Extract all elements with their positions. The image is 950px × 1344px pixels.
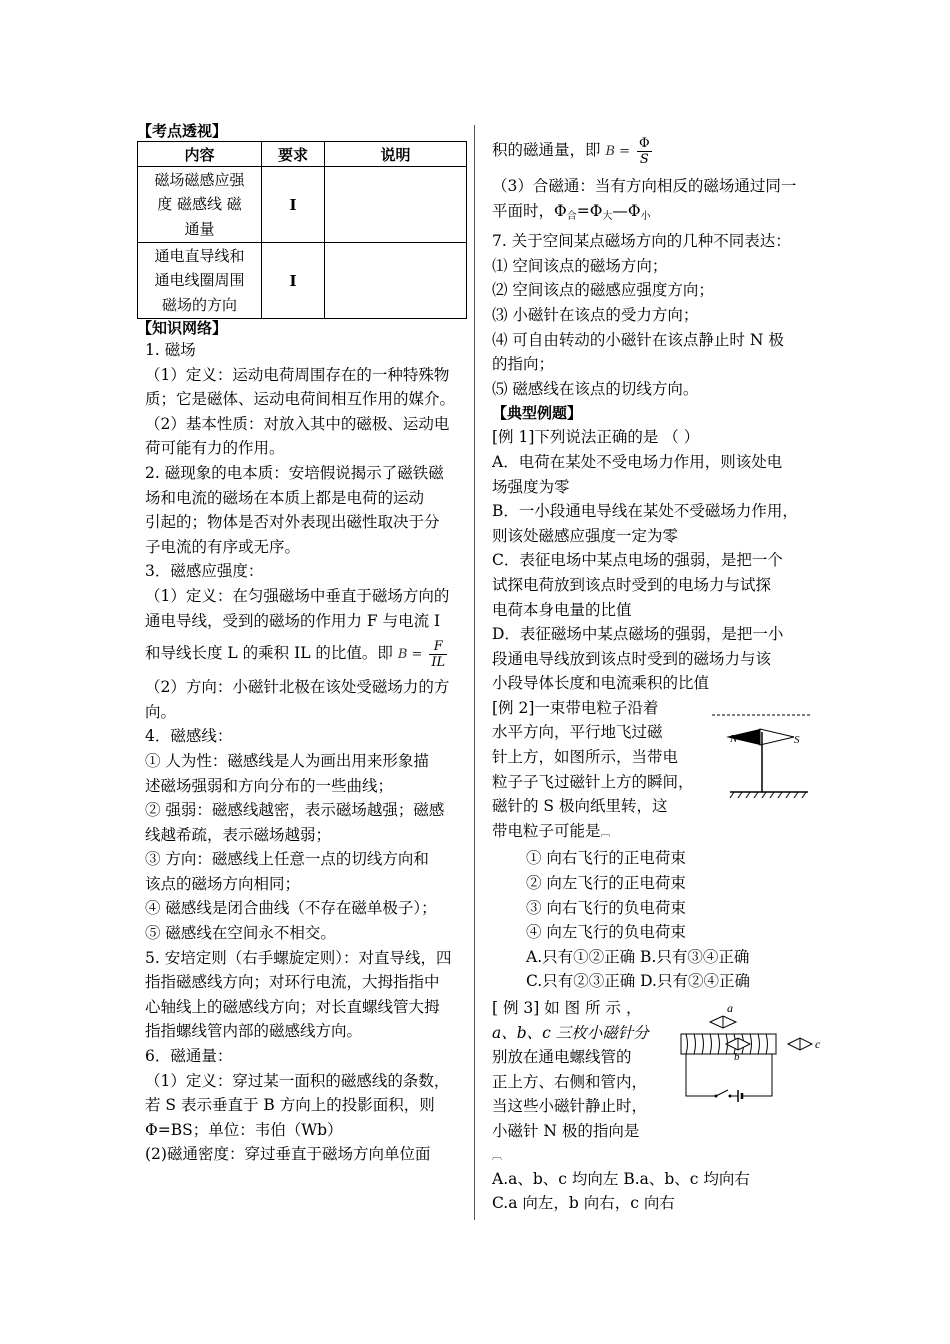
text-line: ① 人为性：磁感线是人为画出用来形象描 — [145, 751, 429, 770]
text-line: 该点的磁场方向相同； — [145, 874, 301, 893]
label-s: S — [794, 734, 800, 746]
solenoid-figure — [676, 1000, 826, 1112]
label-n: N — [730, 733, 738, 745]
text-line: ④ 磁感线是闭合曲线（不存在磁单极子）； — [145, 899, 437, 918]
text-line: 指指磁感线方向；对环行电流，大拇指指中 — [145, 973, 440, 992]
label-c: c — [815, 1037, 821, 1051]
flux-formula-line — [492, 128, 817, 174]
text-line: 1. 磁场 — [145, 341, 196, 359]
text-line: (2)磁通密度：穿过垂直于磁场方向单位面 — [145, 1145, 431, 1164]
text-line: 粒子子飞过磁针上方的瞬间， — [492, 772, 694, 791]
text-line: 7. 关于空间某点磁场方向的几种不同表达： — [492, 232, 791, 251]
text-line: 2. 磁现象的电本质：安培假说揭示了磁铁磁 — [145, 463, 444, 482]
text-line: （3）合磁通：当有方向相反的磁场通过同一 — [492, 177, 797, 195]
combined-flux-line — [492, 199, 817, 230]
text-fragment: 带电粒子可能是 — [492, 821, 601, 840]
text-line: 荷可能有力的作用。 — [145, 439, 285, 458]
needle-s-half — [760, 729, 794, 745]
flux-text: 积的磁通量，即 — [492, 141, 601, 159]
formula-fraction — [429, 639, 447, 670]
text-line: 3．磁感应强度： — [145, 562, 264, 581]
cell-line: 通量 — [184, 219, 215, 238]
option-line: ③ 向右飞行的负电荷束 — [526, 898, 686, 917]
text-line: ⑶ 小磁针在该点的受力方向； — [492, 305, 699, 324]
text-line: A．电荷在某处不受电场力作用，则该处电 — [492, 452, 783, 471]
text-line: 当这些小磁针静止时， — [492, 1097, 648, 1116]
subscript: 小 — [640, 210, 651, 222]
label-a: a — [727, 1001, 733, 1015]
flux-fraction — [637, 136, 652, 167]
table-header: 内容 — [138, 142, 262, 167]
table-header: 说明 — [325, 142, 467, 167]
left-column — [137, 122, 467, 1167]
bracket-mark: ︹ — [492, 1150, 502, 1162]
table-header: 要求 — [262, 142, 325, 167]
option-line: C.a 向左，b 向右，c 向右 — [492, 1194, 675, 1213]
text-line: ⑴ 空间该点的磁场方向； — [492, 256, 668, 275]
text-line: ⑷ 可自由转动的小磁针在该点静止时 N 极 — [492, 330, 784, 349]
table-cell: I — [262, 167, 325, 243]
table-row — [138, 167, 467, 243]
option-line: ① 向右飞行的正电荷束 — [526, 849, 686, 868]
subscript: 大 — [602, 210, 613, 222]
ground-hatch — [730, 792, 806, 798]
formula-lhs: B = — [397, 647, 423, 663]
text-line: ⑤ 磁感线在空间永不相交。 — [145, 924, 336, 943]
text-line: ⑸ 磁感线在该点的切线方向。 — [492, 379, 699, 398]
formula-denominator: IL — [431, 654, 446, 670]
text-line: [例 1]下列说法正确的是 （ ） — [492, 428, 700, 447]
text-line: 的指向； — [492, 355, 555, 374]
text-line: （2）方向：小磁针北极在该处受磁场力的方 — [145, 678, 450, 697]
ex2-options — [492, 846, 817, 994]
text-line: 电荷本身电量的比值 — [492, 600, 632, 619]
text-line: 小段导体长度和电流乘积的比值 — [492, 674, 710, 693]
text-line: 别放在通电螺线管的 — [492, 1048, 632, 1067]
text-line: 6．磁通量： — [145, 1047, 233, 1066]
text-line: D．表征磁场中某点磁场的强弱，是把一小 — [492, 625, 784, 644]
text-line: 水平方向，平行地飞过磁 — [492, 723, 663, 742]
cell-line: 磁场的方向 — [161, 295, 237, 314]
text-line: （2）基本性质：对放入其中的磁极、运动电 — [145, 414, 450, 433]
text-line: 心轴线上的磁感线方向；对长直螺线管大拇 — [145, 997, 440, 1016]
text-line: 场和电流的磁场在本质上都是电荷的运动 — [145, 488, 425, 507]
text-line: a、b、c 三枚小磁针分 — [492, 1023, 649, 1042]
text-line: 指指螺线管内部的磁感线方向。 — [145, 1022, 363, 1041]
flux-numerator: Φ — [638, 135, 650, 151]
text-line: 正上方、右侧和管内， — [492, 1072, 648, 1091]
cell-line: 度 磁感线 磁 — [157, 195, 242, 214]
text-fragment: —Φ — [612, 201, 641, 220]
text-line: 述磁场强弱和方向分布的一些曲线； — [145, 776, 394, 795]
text-line: 小磁针 N 极的指向是 — [492, 1121, 640, 1140]
text-line: ⑵ 空间该点的磁感应强度方向； — [492, 281, 714, 300]
switch — [716, 1090, 728, 1096]
column-divider — [474, 125, 475, 1220]
table-cell — [138, 243, 262, 319]
text-line: 段通电导线放到该点时受到的磁场力与该 — [492, 649, 772, 668]
text-line: （1）定义：运动电荷周围存在的一种特殊物 — [145, 365, 450, 384]
text-line: 4．磁感线： — [145, 727, 233, 746]
text-line: 场强度为零 — [492, 477, 570, 496]
requirements-table — [137, 141, 467, 319]
text-line: 若 S 表示垂直于 B 方向上的投影面积，则 — [145, 1096, 435, 1115]
text-line: 引起的；物体是否对外表现出磁性取决于分 — [145, 513, 440, 532]
formula-text: 和导线长度 L 的乘积 IL 的比值。即 — [145, 644, 393, 663]
text-line: C．表征电场中某点电场的强弱，是把一个 — [492, 551, 783, 570]
circuit-wire-right — [742, 1054, 772, 1096]
flux-lhs: B = — [605, 144, 631, 159]
text-line: （1）定义：在匀强磁场中垂直于磁场方向的 — [145, 586, 450, 605]
text-line: 向。 — [145, 702, 177, 721]
cell-line: 磁场磁感应强 — [154, 170, 245, 189]
text-line: 试探电荷放到该点时受到的电场力与试探 — [492, 575, 772, 594]
text-line: 则该处磁感应强度一定为零 — [492, 526, 679, 545]
bracket-mark: ︹ — [600, 827, 611, 839]
table-row — [138, 243, 467, 319]
table-cell — [138, 167, 262, 243]
cell-line: 通电线圈周围 — [154, 271, 245, 290]
label-b: b — [734, 1051, 740, 1063]
text-fragment: =Φ — [576, 201, 603, 220]
option-line: ② 向左飞行的正电荷束 — [526, 874, 686, 893]
table-cell — [325, 167, 467, 243]
table-cell — [325, 243, 467, 319]
text-line: （1）定义：穿过某一面积的磁感线的条数， — [145, 1071, 450, 1090]
text-line: [ 例 3] 如 图 所 示 ， — [492, 999, 642, 1017]
formula-line — [145, 633, 467, 675]
text-line: 磁针的 S 极向纸里转，这 — [492, 797, 668, 816]
circuit-wire-left — [686, 1054, 716, 1096]
option-line: ④ 向左飞行的负电荷束 — [526, 923, 686, 942]
text-line: 5. 安培定则（右手螺旋定则）：对直导线，四 — [145, 948, 452, 967]
bracket-line — [492, 1144, 817, 1167]
kaodian-heading: 【考点透视】 — [137, 122, 228, 140]
dianxing-heading: 【典型例题】 — [492, 404, 583, 423]
text-line: Φ=BS；单位：韦伯（Wb） — [145, 1120, 343, 1139]
subscript: 合 — [566, 210, 577, 222]
option-line: A.a、b、c 均向左 B.a、b、c 均向右 — [492, 1169, 750, 1188]
text-line: [例 2]一束带电粒子沿着 — [492, 698, 659, 717]
knowledge-section-a — [137, 338, 467, 1167]
text-line: ③ 方向：磁感线上任意一点的切线方向和 — [145, 850, 429, 869]
compass-figure — [712, 712, 818, 802]
text-line: ② 强弱：磁感线越密，表示磁场越强；磁感 — [145, 801, 445, 820]
formula-numerator: F — [429, 639, 447, 655]
text-line: 质；它是磁体、运动电荷间相互作用的媒介。 — [145, 390, 456, 409]
text-line: 线越希疏，表示磁场越弱； — [145, 825, 332, 844]
text-line: 针上方，如图所示，当带电 — [492, 748, 679, 767]
table-cell: I — [262, 243, 325, 319]
zhishi-heading: 【知识网络】 — [137, 319, 228, 337]
option-line: C.只有②③正确 D.只有②④正确 — [526, 972, 750, 991]
text-line — [492, 819, 817, 847]
option-line: A.只有①②正确 B.只有③④正确 — [526, 947, 750, 966]
text-line: 子电流的有序或无序。 — [145, 537, 301, 556]
text-line: 通电导线，受到的磁场的作用力 F 与电流 I — [145, 611, 441, 630]
text-line: B．一小段通电导线在某处不受磁场力作用， — [492, 502, 798, 521]
text-fragment: 平面时，Φ — [492, 201, 567, 220]
flux-denominator: S — [639, 151, 649, 167]
cell-line: 通电直导线和 — [154, 246, 245, 265]
